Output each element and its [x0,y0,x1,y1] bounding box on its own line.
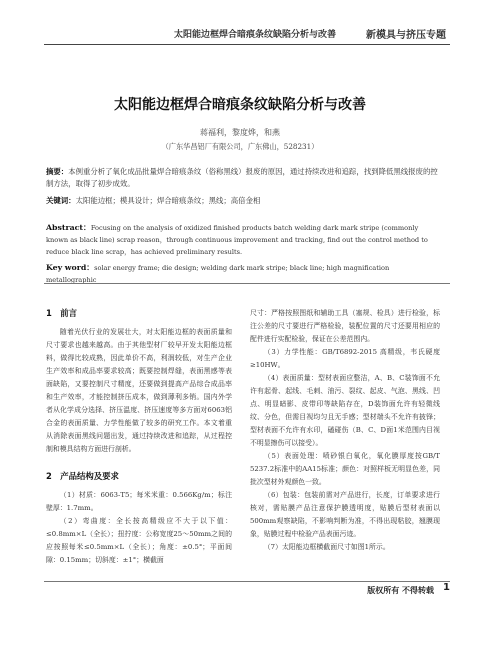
article-affiliation: （广东华昌铝厂有限公司，广东佛山，528231） [161,142,319,151]
right-column [250,307,440,554]
footer-rule [44,581,450,582]
abstract-cn-label: 摘要： [46,167,69,176]
abstract-divider [44,283,450,284]
section-2-heading: 2 产品结构及要求 [46,471,119,481]
left-column [46,307,232,567]
keywords-cn-label: 关键词： [46,196,76,205]
keywords-en-text: solar energy frame; die design; welding dark mark stripe; black line; high magnification metallographic [46,264,390,284]
right-paragraph-5: （7）太阳能边框横截面尺寸如图1所示。 [263,543,390,551]
section-2-paragraph-1: （1）材质：6063-T5；每米米重：0.566Kg/m；标注壁厚：1.7mm。 [46,491,232,512]
page-number: 1 [443,582,450,593]
right-paragraph-0: 尺寸：严格按照图纸和辅助工具（塞规、检具）进行检验，标注公差的尺寸要进行严格检验，装配位置的尺寸还要用相应的配件进行实配检验，保证在公差范围内。 [250,309,440,343]
section-2-paragraph-2: （2）弯曲度：全长按高精级应不大于以下值：≤0.8mm×L（全长）；扭拧度：公称宽度25～50mm之间的应按照每米≤0.5mm×L（全长）；角度：±0.5°；平面间隙：0.15mm；切斜度：±1°；横截面 [46,517,232,564]
right-paragraph-3: （5）表面处理：喷砂银白氧化，氧化膜厚度按GB/T 5237.2标准中的AA15标准；颜色：对照样板无明显色差，同批次型材外观颜色一致。 [250,452,440,486]
header-rule [44,44,450,45]
abstract-cn-text: 本例重分析了氧化成品批量焊合暗痕条纹（俗称黑线）报废的原因，通过持续改进和追踪，找到降低黑线报废的控制方法，取得了初步成效。 [46,167,438,188]
page-header [0,0,480,46]
abstract-en-text: Focusing on the analysis of oxidized finished products batch welding dark mark stripe (commonly known as black line) scrap reason，through continuous improvement and tracking, find out the control method to reduce black line scrap，has achieved preliminary results. [46,224,428,256]
keywords-en-label: Key word： [46,263,95,272]
abstract-cn [46,166,440,190]
article-title: 太阳能边框焊合暗痕条纹缺陷分析与改善 [114,97,366,113]
abstract-en-label: Abstract： [46,223,91,232]
keywords-cn [46,195,440,207]
right-paragraph-4: （6）包装：包装前需对产品进行，长度，订单要求进行核对，需贴膜产品注意保护膜透明度，贴膜后型材表面以500mm观察缺陷，不影响判断为准，不得出现粘胶，翘膜现象，贴膜过程中检验产品表面污迹。 [250,491,440,538]
copyright-notice: 版权所有 不得转载 [367,585,434,595]
right-paragraph-1: （3）力学性能：GB/T6892-2015 高精级，韦氏硬度≥10HW。 [250,348,440,369]
section-label: 新模具与挤压专题 [366,30,446,41]
section-1-paragraph: 随着光伏行业的发展壮大，对太阳能边框的表面质量和尺寸要求也越来越高。由于其他型材厂较早开发太阳能边框料，做得比较成熟，因此单价不高，利润较低，对生产企业生产效率和成品率要求较高；既要控制焊缝，表面黑感等表面缺陷，又要控制尺寸精度，还要做到提高产品综合成品率和生产效率，才能控制挤压成本，做到薄利多销。国内外学者从化学成分选择、挤压温度、挤压速度等多方面对6063铝合金的表面质量、力学性能做了较多的研究工作。本文着重从消除表面黑线问题出发，通过持续改进和追踪，从过程控制和模具结构方面进行剖析。 [46,328,232,453]
running-title: 太阳能边框焊合暗痕条纹缺陷分析与改善 [174,30,337,40]
keywords-cn-text: 太阳能边框；模具设计；焊合暗痕条纹；黑线；高倍金相 [75,196,261,205]
right-paragraph-2: （4）表面质量：型材表面应整洁，A、B、C装饰面不允许有起骨、起线、毛刺、油污、裂纹、起皮、气泡、黑线、凹点、明显暗影、皮带印等缺陷存在，D装饰面允许有轻微线纹、分色，但需目视均匀且无手感；型材端头不允许有披锋；型材表面不允许有水印，磕碰伤（B、C、D面1米范围内目视不明显擦伤可以接受）。 [250,374,440,447]
article-authors: 蒋福利，黎度烨，和燕 [200,128,280,137]
abstract-en [46,222,440,258]
section-1-heading: 1 前言 [46,308,77,318]
